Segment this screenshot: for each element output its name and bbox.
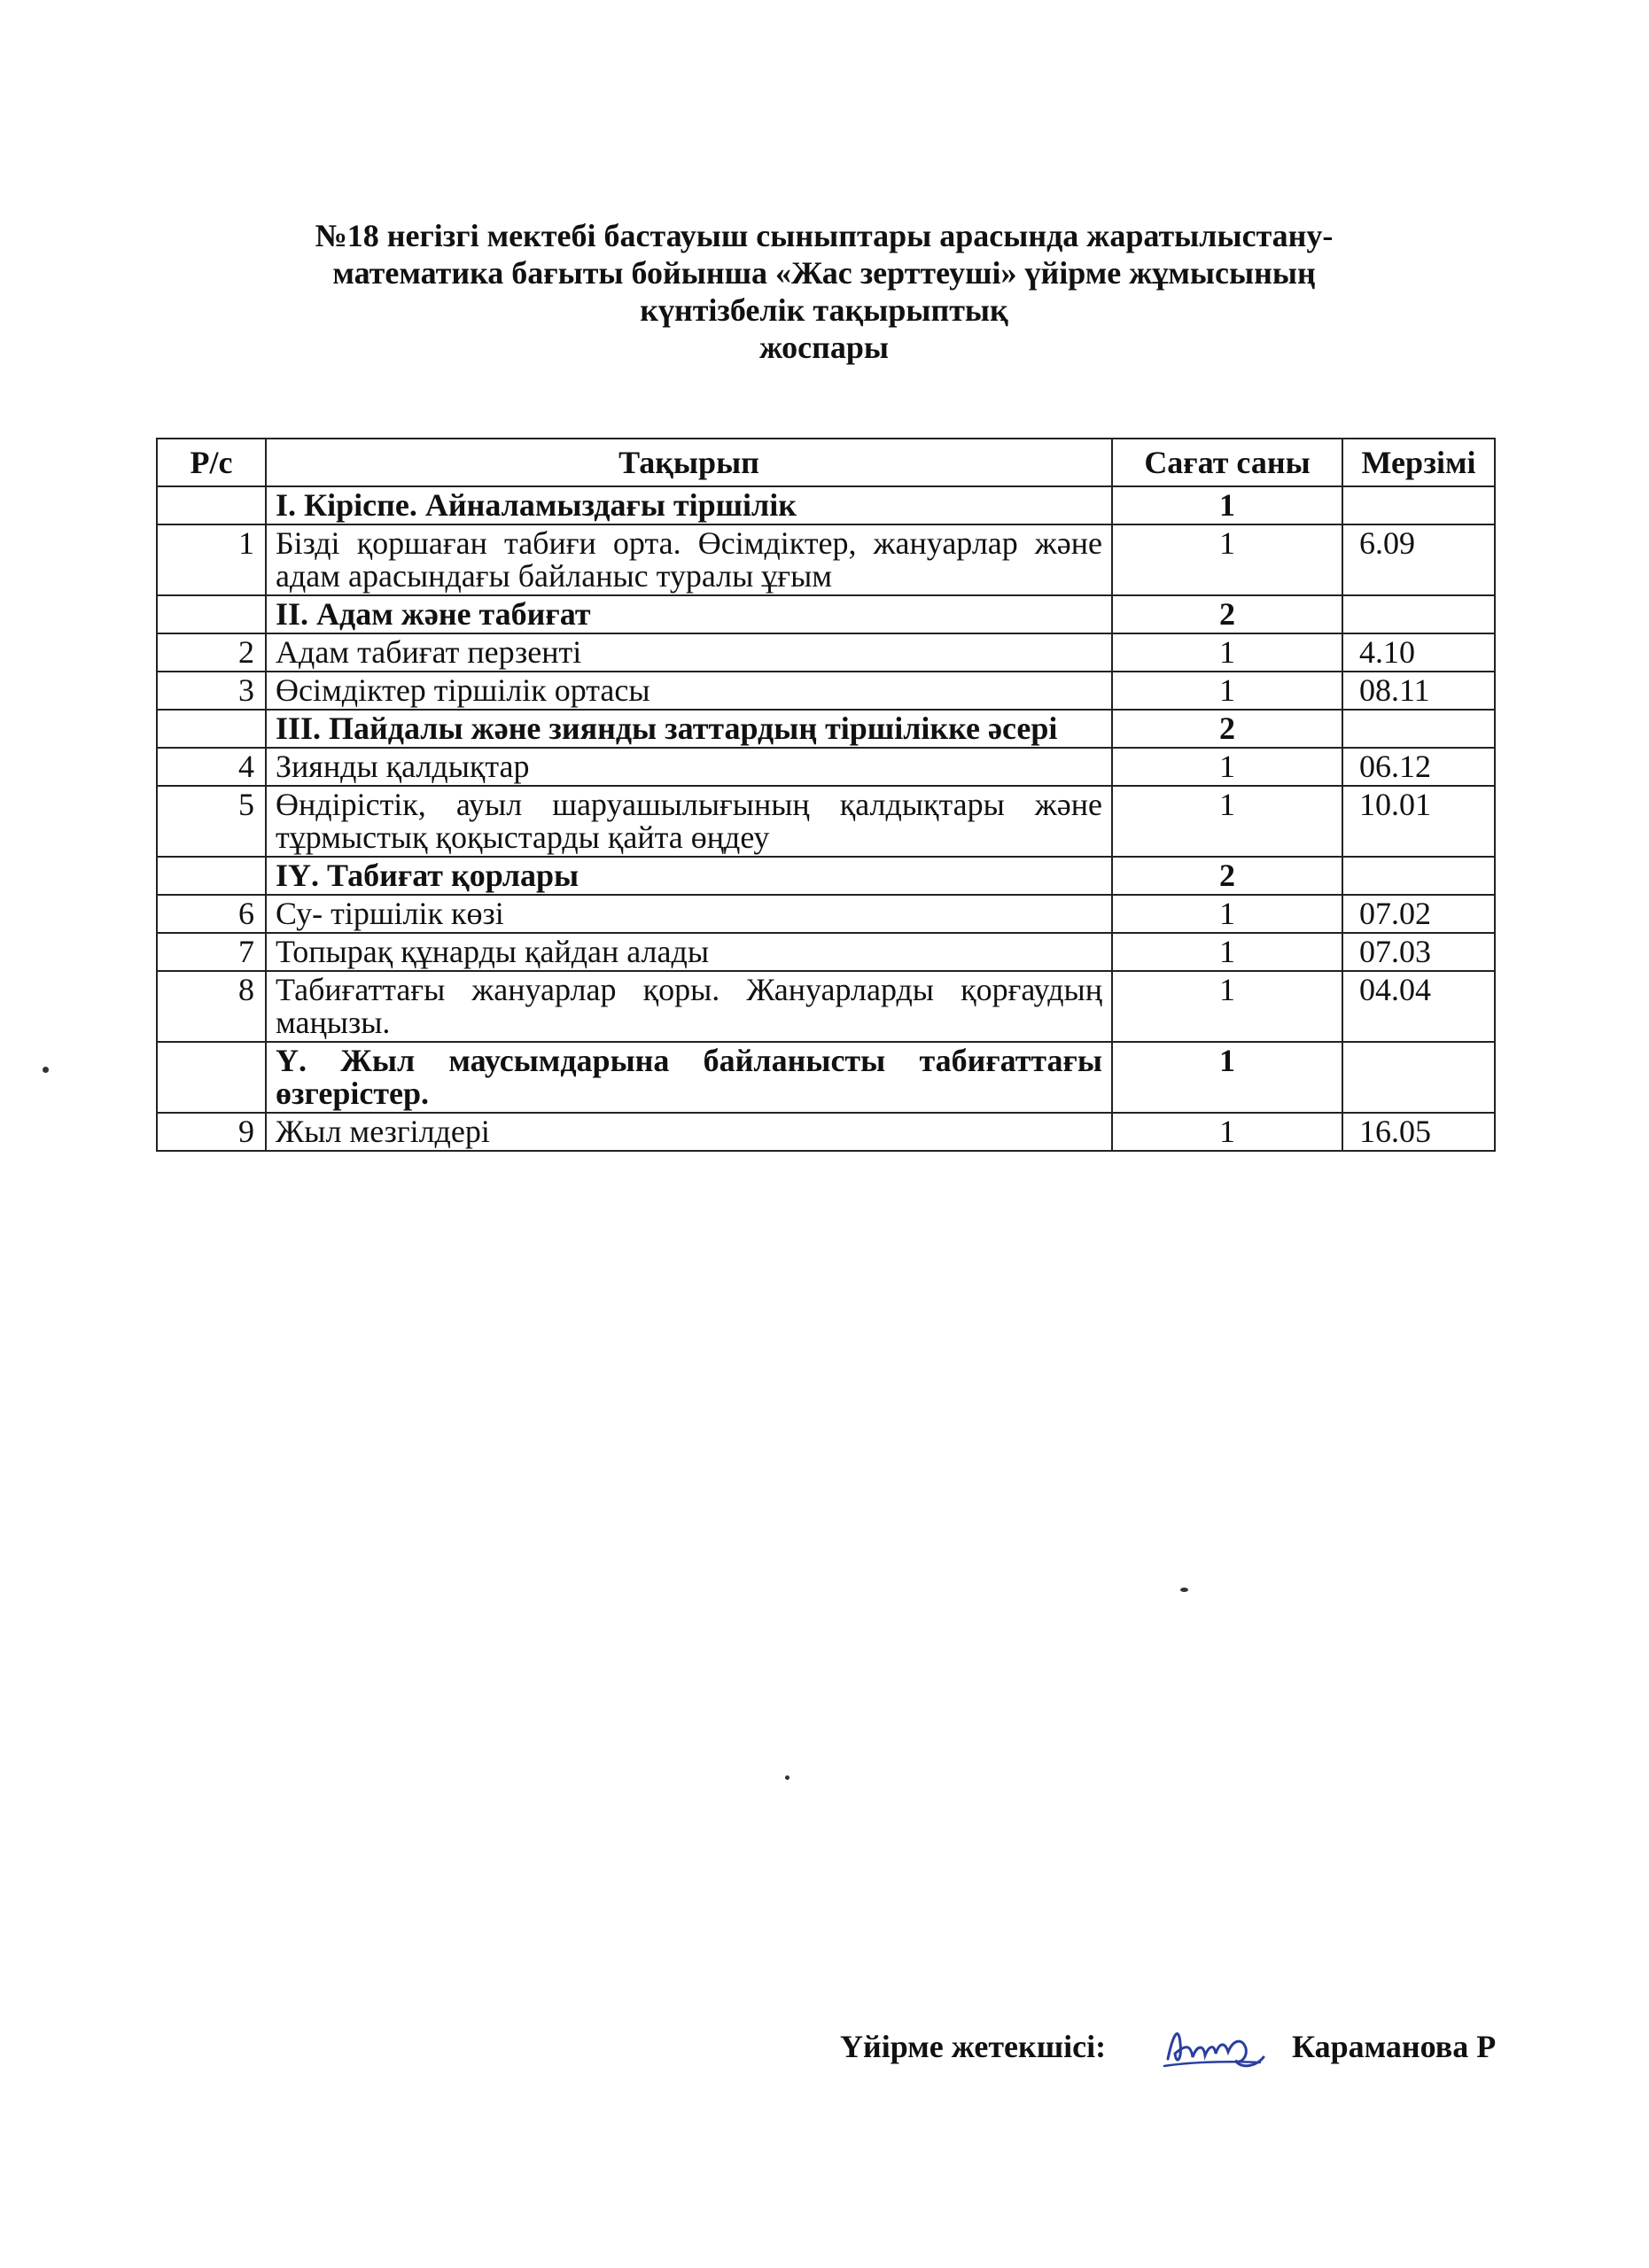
row-date-cell: 10.01	[1342, 786, 1495, 857]
row-number-cell: 7	[157, 933, 266, 971]
row-hours-cell: 1	[1112, 971, 1342, 1042]
scan-speck	[1180, 1588, 1188, 1592]
row-date-cell: 4.10	[1342, 633, 1495, 672]
row-number-cell	[157, 486, 266, 524]
plan-table	[156, 438, 1496, 1152]
row-number-cell	[157, 1042, 266, 1113]
row-hours-cell: 2	[1112, 595, 1342, 633]
row-number-cell: 4	[157, 748, 266, 786]
handwritten-signature	[1161, 2008, 1267, 2078]
row-date-cell: 07.02	[1342, 895, 1495, 933]
row-date-cell	[1342, 595, 1495, 633]
row-date-cell: 04.04	[1342, 971, 1495, 1042]
signature-line	[840, 2020, 1549, 2073]
table-row	[157, 1113, 1495, 1151]
header-topic: Тақырып	[266, 439, 1112, 486]
table-row	[157, 633, 1495, 672]
row-number-cell	[157, 710, 266, 748]
row-hours-cell: 2	[1112, 710, 1342, 748]
document-title	[159, 217, 1489, 366]
row-topic-cell: Жыл мезгілдері	[266, 1113, 1112, 1151]
row-topic-cell: Табиғаттағы жануарлар қоры. Жануарларды қорғаудың маңызы.	[266, 971, 1112, 1042]
row-topic-cell: Ү. Жыл маусымдарына байланысты табиғаттағы өзгерістер.	[266, 1042, 1112, 1113]
row-hours-cell: 1	[1112, 633, 1342, 672]
row-hours-cell: 1	[1112, 786, 1342, 857]
title-line: математика бағыты бойынша «Жас зерттеуші» үйірме жұмысының	[332, 255, 1316, 291]
row-topic-cell: Топырақ құнарды қайдан алады	[266, 933, 1112, 971]
section-row	[157, 486, 1495, 524]
section-row	[157, 1042, 1495, 1113]
row-hours-cell: 1	[1112, 672, 1342, 710]
row-date-cell: 16.05	[1342, 1113, 1495, 1151]
row-hours-cell: 2	[1112, 857, 1342, 895]
section-row	[157, 710, 1495, 748]
row-number-cell: 2	[157, 633, 266, 672]
header-date: Мерзімі	[1342, 439, 1495, 486]
row-topic-cell: Зиянды қалдықтар	[266, 748, 1112, 786]
row-topic-cell: Су- тіршілік көзі	[266, 895, 1112, 933]
row-date-cell: 08.11	[1342, 672, 1495, 710]
row-date-cell	[1342, 710, 1495, 748]
header-number: Р/с	[157, 439, 266, 486]
row-hours-cell: 1	[1112, 524, 1342, 595]
row-topic-cell: Адам табиғат перзенті	[266, 633, 1112, 672]
row-date-cell: 6.09	[1342, 524, 1495, 595]
header-hours: Сағат саны	[1112, 439, 1342, 486]
row-topic-cell: ІІІ. Пайдалы және зиянды заттардың тіршілікке әсері	[266, 710, 1112, 748]
table-row	[157, 786, 1495, 857]
table-row	[157, 672, 1495, 710]
supervisor-name: Караманова Р	[1292, 2029, 1497, 2064]
table-body	[157, 486, 1495, 1151]
row-hours-cell: 1	[1112, 933, 1342, 971]
row-date-cell: 06.12	[1342, 748, 1495, 786]
row-number-cell: 3	[157, 672, 266, 710]
row-number-cell: 1	[157, 524, 266, 595]
row-hours-cell: 1	[1112, 1042, 1342, 1113]
row-hours-cell: 1	[1112, 895, 1342, 933]
table-row	[157, 748, 1495, 786]
table-row	[157, 933, 1495, 971]
row-topic-cell: І. Кіріспе. Айналамыздағы тіршілік	[266, 486, 1112, 524]
row-date-cell	[1342, 857, 1495, 895]
table-row	[157, 524, 1495, 595]
scan-speck	[785, 1775, 789, 1780]
row-topic-cell: ІІ. Адам және табиғат	[266, 595, 1112, 633]
row-number-cell	[157, 857, 266, 895]
row-date-cell: 07.03	[1342, 933, 1495, 971]
row-number-cell: 9	[157, 1113, 266, 1151]
title-line: күнтізбелік тақырыптық	[640, 292, 1008, 328]
signature-label: Үйірме жетекшісі:	[840, 2029, 1107, 2064]
table-row	[157, 971, 1495, 1042]
row-date-cell	[1342, 1042, 1495, 1113]
row-number-cell	[157, 595, 266, 633]
row-topic-cell: Бізді қоршаған табиғи орта. Өсімдіктер, жануарлар және адам арасындағы байланыс туралы ұғым	[266, 524, 1112, 595]
table-row	[157, 895, 1495, 933]
row-hours-cell: 1	[1112, 486, 1342, 524]
row-topic-cell: Өсімдіктер тіршілік ортасы	[266, 672, 1112, 710]
section-row	[157, 857, 1495, 895]
row-hours-cell: 1	[1112, 748, 1342, 786]
table-header-row	[157, 439, 1495, 486]
title-line: жоспары	[758, 330, 890, 365]
row-number-cell: 5	[157, 786, 266, 857]
scan-speck	[43, 1067, 49, 1073]
row-number-cell: 6	[157, 895, 266, 933]
row-hours-cell: 1	[1112, 1113, 1342, 1151]
row-number-cell: 8	[157, 971, 266, 1042]
row-topic-cell: ІҮ. Табиғат қорлары	[266, 857, 1112, 895]
row-date-cell	[1342, 486, 1495, 524]
title-line: №18 негізгі мектебі бастауыш сыныптары арасында жаратылыстану-	[315, 218, 1334, 253]
section-row	[157, 595, 1495, 633]
row-topic-cell: Өндірістік, ауыл шаруашылығының қалдықтары және тұрмыстық қоқыстарды қайта өңдеу	[266, 786, 1112, 857]
